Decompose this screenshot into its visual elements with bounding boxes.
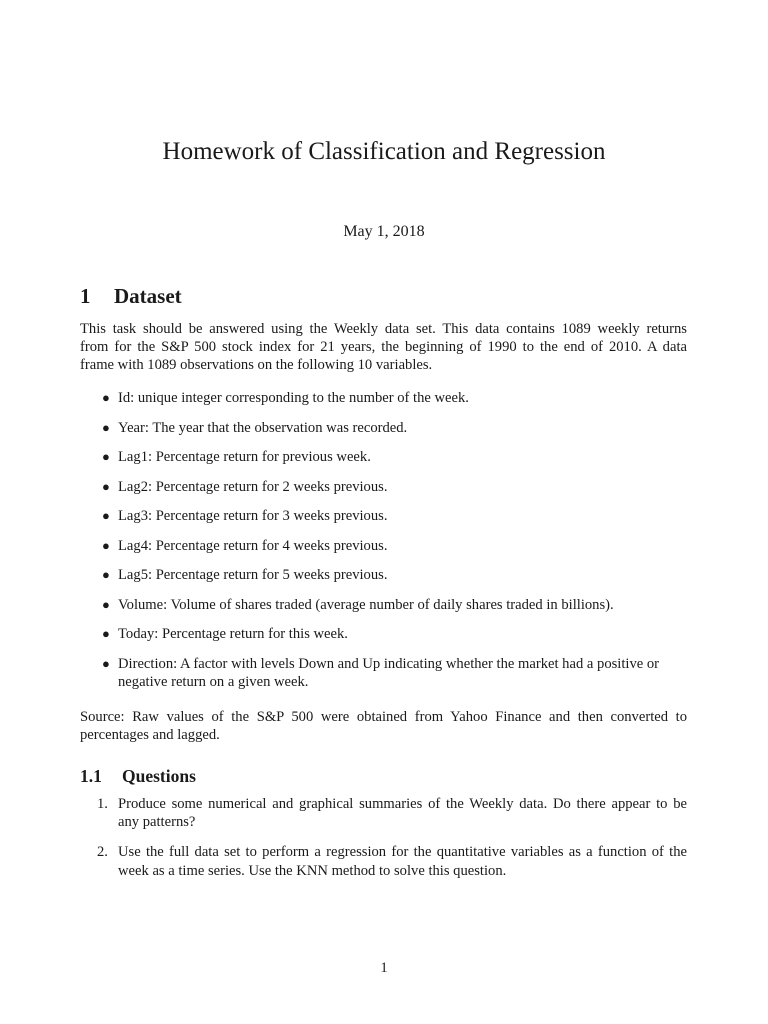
subsection-number: 1.1 [80,766,102,786]
list-item-text: Today: Percentage return for this week. [118,626,348,642]
list-item [80,655,687,691]
paragraph-line: percentages and lagged. [80,727,220,744]
subsection-heading-questions [80,764,196,788]
list-item-text: Use the full data set to perform a regression for the quantitative variables as a function of the [118,844,687,861]
section-number: 1 [80,284,91,308]
bullet-icon: ● [102,655,110,671]
variable-list [80,389,687,702]
page-number: 1 [380,960,388,976]
list-item-text: Id: unique integer corresponding to the number of the week. [118,390,469,406]
list-item-text: Lag5: Percentage return for 5 weeks previous. [118,567,388,583]
question-list [80,795,687,892]
source-paragraph [80,708,687,744]
list-item-text: Lag4: Percentage return for 4 weeks previous. [118,537,388,554]
list-item-text: Lag2: Percentage return for 2 weeks previous. [118,478,388,495]
list-item [80,843,687,879]
list-item [80,596,687,614]
list-item-text: any patterns? [118,814,196,831]
list-item [80,625,687,643]
list-marker: 1. [97,796,108,812]
bullet-icon: ● [102,567,110,582]
list-item-text: Produce some numerical and graphical summaries of the Weekly data. Do there appear to be [118,796,687,812]
document-date: May 1, 2018 [343,223,425,240]
bullet-icon: ● [102,449,110,464]
bullet-icon: ● [102,596,110,612]
list-item [80,507,687,525]
bullet-icon: ● [102,508,110,523]
list-item [80,478,687,496]
bullet-icon: ● [102,419,110,435]
bullet-icon: ● [102,537,110,553]
list-item [80,566,687,584]
list-item-text: Year: The year that the observation was recorded. [118,419,408,436]
list-item-text: week as a time series. Use the KNN method to solve this question. [118,862,507,879]
list-item-text: Direction: A factor with levels Down and Up indicating whether the market had a positive or [118,655,660,672]
list-item [80,389,687,407]
list-item [80,419,687,437]
list-item [80,537,687,555]
bullet-icon: ● [102,390,110,405]
bullet-icon: ● [102,478,110,494]
paragraph-line: frame with 1089 observations on the following 10 variables. [80,357,433,374]
list-item-text: negative return on a given week. [118,673,309,690]
list-item-text: Volume: Volume of shares traded (average number of daily shares traded in billions). [118,596,614,613]
section-title: Dataset [114,284,182,308]
document-title: Homework of Classification and Regression [162,138,606,165]
list-item [80,795,687,831]
list-marker: 2. [97,844,108,861]
paragraph-line: This task should be answered using the Weekly data set. This data contains 1089 weekly returns [80,321,687,337]
list-item-text: Lag1: Percentage return for previous week. [118,449,371,465]
section-heading-dataset [80,282,182,310]
bullet-icon: ● [102,626,110,641]
paragraph-line: Source: Raw values of the S&P 500 were obtained from Yahoo Finance and then converted to [80,709,687,725]
paragraph-line: from for the S&P 500 stock index for 21 years, the beginning of 1990 to the end of 2010. A data [80,339,687,356]
subsection-title: Questions [122,766,196,786]
dataset-intro-paragraph [80,320,687,375]
list-item [80,448,687,466]
list-item-text: Lag3: Percentage return for 3 weeks previous. [118,508,388,524]
